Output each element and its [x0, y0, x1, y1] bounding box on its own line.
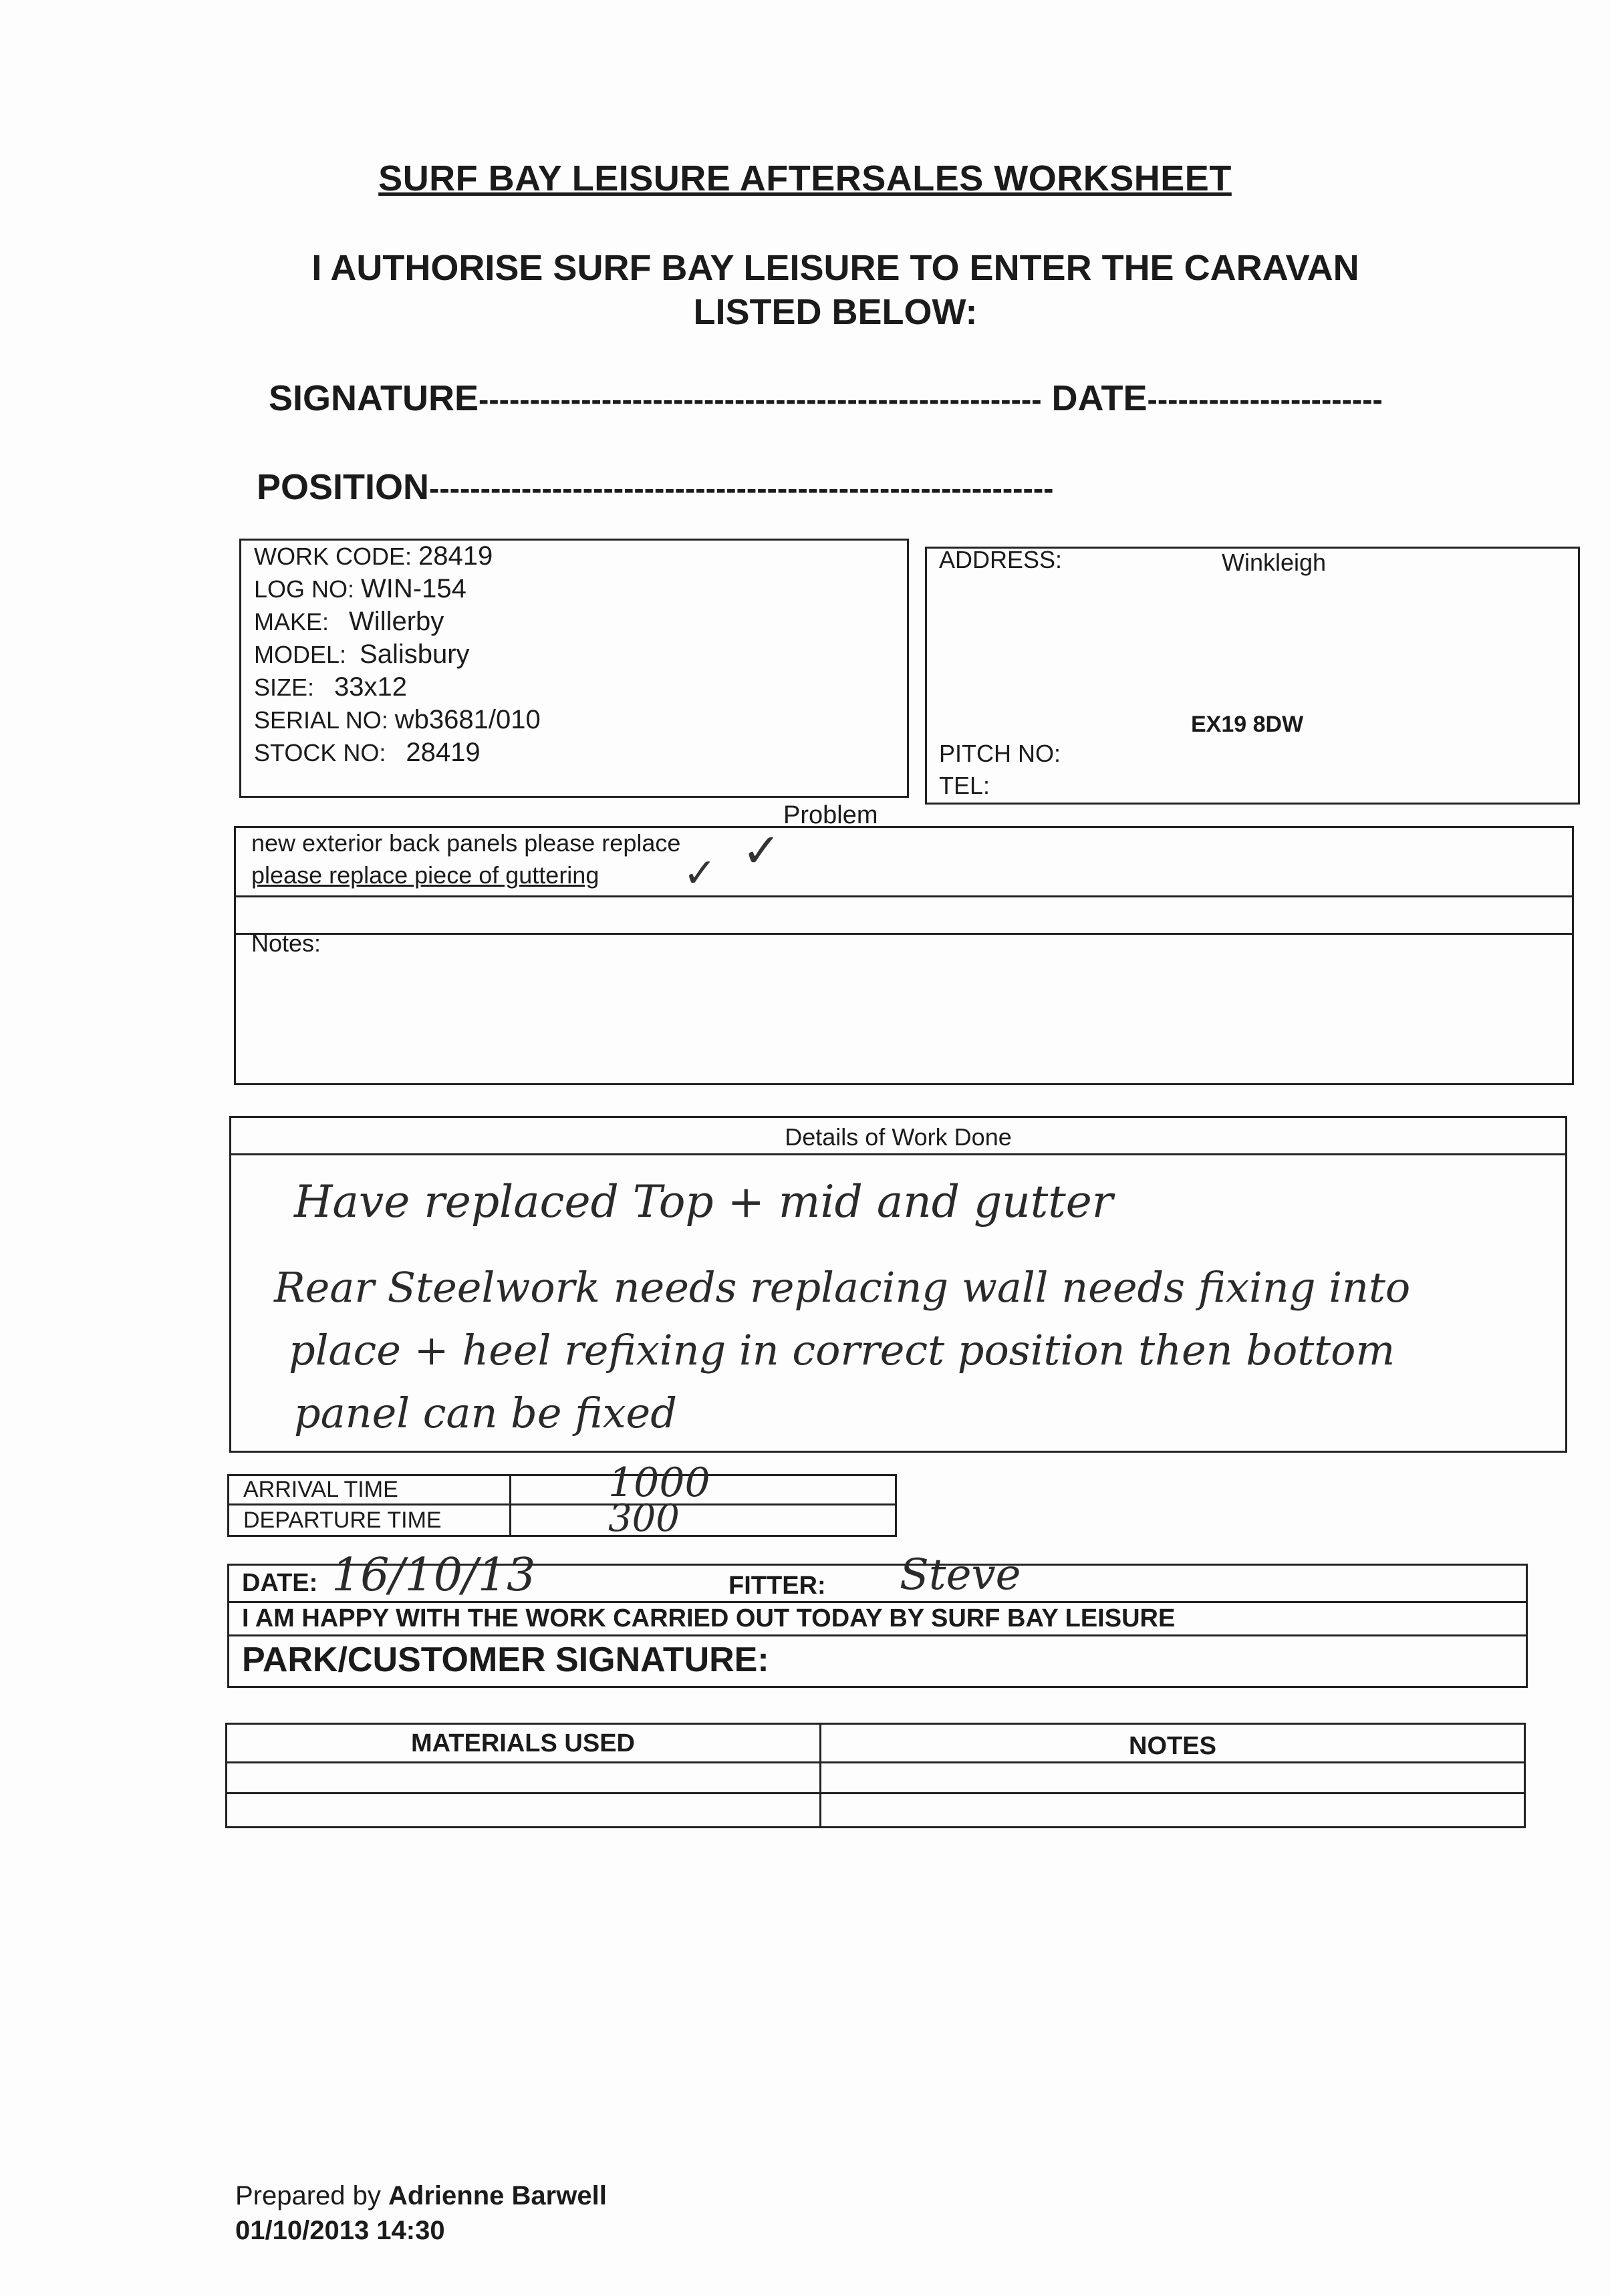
size-value: 33x12	[334, 672, 408, 702]
log-no-row: LOG NO: WIN-154	[254, 574, 466, 603]
size-row: SIZE: 33x12	[254, 672, 408, 702]
caravan-details-list	[254, 540, 541, 769]
tick-mark-2: ✓	[683, 850, 717, 897]
authorise-statement-line1: I AUTHORISE SURF BAY LEISURE TO ENTER THE CARAVAN	[311, 248, 1359, 288]
prepared-by-label: Prepared by	[235, 2181, 381, 2210]
date-line[interactable]: -----------------------	[1147, 382, 1383, 417]
position-line[interactable]: -------------------------------------------------------------	[429, 471, 1054, 506]
make-value: Willerby	[349, 607, 444, 636]
model-value: Salisbury	[360, 639, 470, 669]
notes-header: NOTES	[1129, 1732, 1216, 1760]
departure-time-label: DEPARTURE TIME	[243, 1508, 442, 1533]
position-label: POSITION	[257, 467, 430, 507]
problem-divider-1	[235, 895, 1573, 897]
serial-no-row: SERIAL NO: wb3681/010	[254, 705, 541, 734]
work-code-row: WORK CODE: 28419	[254, 541, 493, 571]
problem-line-2: please replace piece of guttering	[251, 861, 599, 889]
address-postcode: EX19 8DW	[1191, 712, 1304, 737]
date-label: DATE	[1051, 378, 1148, 418]
serial-no-value: wb3681/010	[394, 705, 541, 734]
address-town: Winkleigh	[1222, 549, 1327, 576]
signature-row	[269, 378, 1383, 419]
signoff-date-label: DATE:	[242, 1569, 318, 1597]
arrival-time-label: ARRIVAL TIME	[243, 1477, 398, 1502]
address-label: ADDRESS:	[939, 546, 1063, 573]
signoff-divider-2	[229, 1634, 1526, 1636]
stock-no-value: 28419	[406, 738, 481, 767]
prepared-timestamp: 01/10/2013 14:30	[235, 2216, 445, 2245]
position-row	[257, 466, 1053, 508]
log-no-value: WIN-154	[361, 574, 466, 603]
work-done-line-1: Have replaced Top + mid and gutter	[294, 1176, 1113, 1228]
fitter-value[interactable]: Steve	[900, 1550, 1021, 1600]
make-row: MAKE: Willerby	[254, 607, 444, 636]
work-code-value: 28419	[418, 541, 493, 571]
fitter-label: FITTER:	[728, 1572, 826, 1600]
signoff-date-value[interactable]: 16/10/13	[331, 1549, 536, 1602]
worksheet-title: SURF BAY LEISURE AFTERSALES WORKSHEET	[378, 158, 1232, 198]
signature-line[interactable]: -------------------------------------------------------	[479, 382, 1042, 417]
prepared-by	[235, 2178, 607, 2213]
problem-divider-2	[235, 933, 1573, 935]
work-done-label: Details of Work Done	[785, 1123, 1012, 1151]
tick-mark-1: ✓	[742, 823, 781, 878]
work-done-line-3: place + heel refixing in correct position then bottom	[289, 1326, 1395, 1375]
arrival-time-value[interactable]: 1000	[608, 1459, 710, 1506]
customer-signature-label[interactable]: PARK/CUSTOMER SIGNATURE:	[242, 1640, 769, 1679]
work-done-line-2: Rear Steelwork needs replacing wall needs fixing into	[274, 1263, 1411, 1312]
prepared-by-name: Adrienne Barwell	[388, 2181, 607, 2210]
times-column-divider	[509, 1475, 511, 1536]
happy-statement: I AM HAPPY WITH THE WORK CARRIED OUT TODAY BY SURF BAY LEISURE	[242, 1604, 1176, 1632]
materials-used-header: MATERIALS USED	[411, 1729, 635, 1757]
pitch-no-label: PITCH NO:	[939, 740, 1061, 767]
departure-time-value[interactable]: 300	[608, 1497, 680, 1540]
model-row: MODEL: Salisbury	[254, 639, 470, 669]
problem-label: Problem	[783, 801, 878, 829]
stock-no-row: STOCK NO: 28419	[254, 738, 481, 767]
signature-label: SIGNATURE	[269, 378, 479, 418]
materials-row-divider-2	[227, 1792, 1524, 1794]
notes-label: Notes:	[251, 929, 321, 957]
tel-label: TEL:	[939, 772, 990, 799]
work-done-divider	[231, 1153, 1566, 1155]
problem-line-1: new exterior back panels please replace	[251, 829, 681, 857]
authorise-statement-line2: LISTED BELOW:	[693, 292, 978, 332]
work-done-line-4: panel can be fixed	[294, 1389, 677, 1437]
